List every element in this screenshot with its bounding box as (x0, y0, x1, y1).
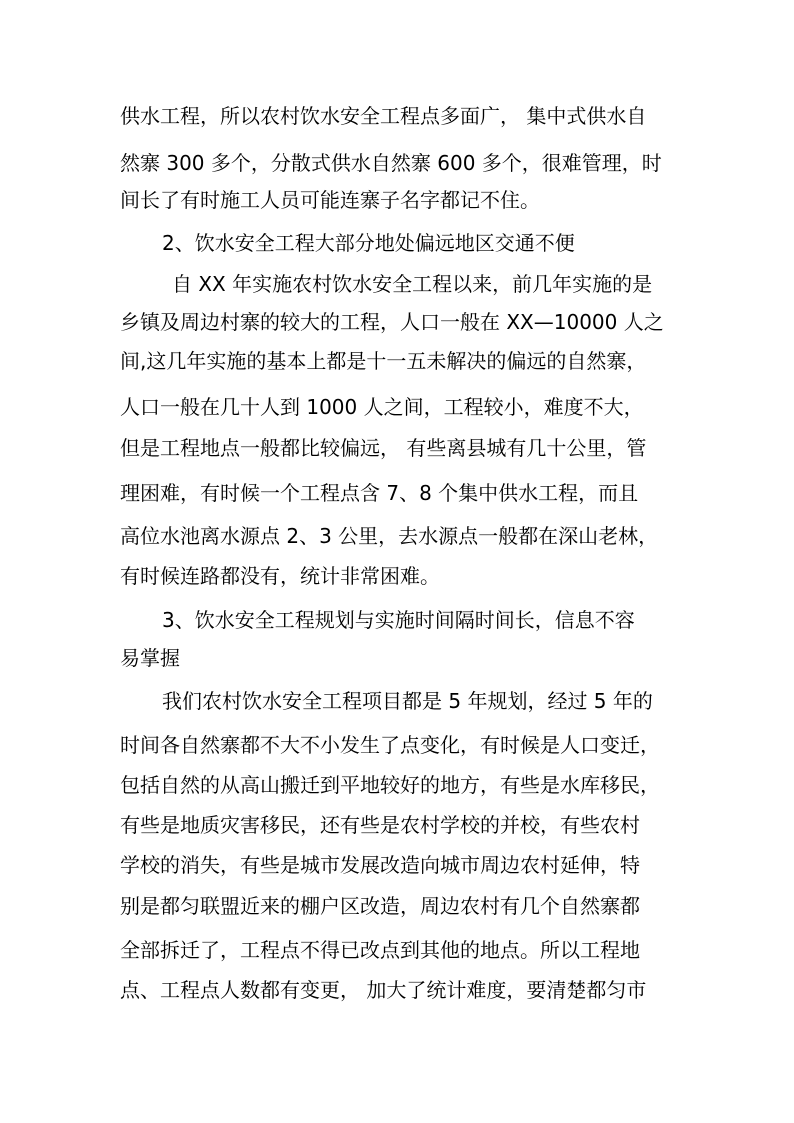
body-text-line: 有时候连路都没有，统计非常困难。 (120, 564, 440, 588)
section-heading: 3、饮水安全工程规划与实施时间隔时间长，信息不容 (162, 608, 635, 632)
body-text-line: 但是工程地点一般都比较偏远， 有些离县城有几十公里，管 (120, 436, 647, 460)
body-text-line: 我们农村饮水安全工程项目都是 5 年规划，经过 5 年的 (162, 689, 653, 713)
body-text-line: 时间各自然寨都不大不小发生了点变化，有时候是人口变迁， (120, 733, 660, 757)
body-text-line: 乡镇及周边村寨的较大的工程，人口一般在 XX—10000 人之 (120, 310, 664, 334)
section-heading: 2、饮水安全工程大部分地处偏远地区交通不便 (162, 231, 575, 255)
body-text-line: 学校的消失，有些是城市发展改造向城市周边农村延伸，特 (120, 853, 640, 877)
body-text-line: 高位水池离水源点 2、3 公里，去水源点一般都在深山老林， (120, 524, 659, 548)
body-text-line: 自 XX 年实施农村饮水安全工程以来，前几年实施的是 (172, 272, 653, 296)
body-text-line: 供水工程，所以农村饮水安全工程点多面广， 集中式供水自 (120, 104, 647, 128)
body-text-line: 全部拆迁了，工程点不得已改点到其他的地点。所以工程地 (120, 938, 640, 962)
body-text-line: 有些是地质灾害移民，还有些是农村学校的并校，有些农村 (120, 813, 640, 837)
section-heading: 易掌握 (120, 646, 180, 670)
body-text-line: 然寨 300 多个，分散式供水自然寨 600 多个，很难管理，时 (120, 151, 662, 175)
body-text-line: 理困难，有时候一个工程点含 7、8 个集中供水工程，而且 (120, 481, 639, 505)
body-text-line: 人口一般在几十人到 1000 人之间，工程较小，难度不大， (120, 395, 644, 419)
body-text-line: 别是都匀联盟近来的棚户区改造，周边农村有几个自然寨都 (120, 894, 640, 918)
body-text-line: 包括自然的从高山搬迁到平地较好的地方，有些是水库移民， (120, 773, 660, 797)
body-text-line: 点、工程点人数都有变更， 加大了统计难度，要清楚都匀市 (120, 978, 647, 1002)
body-text-line: 间长了有时施工人员可能连寨子名字都记不住。 (120, 188, 540, 212)
body-text-line: 间,这几年实施的基本上都是十一五未解决的偏远的自然寨， (120, 349, 647, 373)
